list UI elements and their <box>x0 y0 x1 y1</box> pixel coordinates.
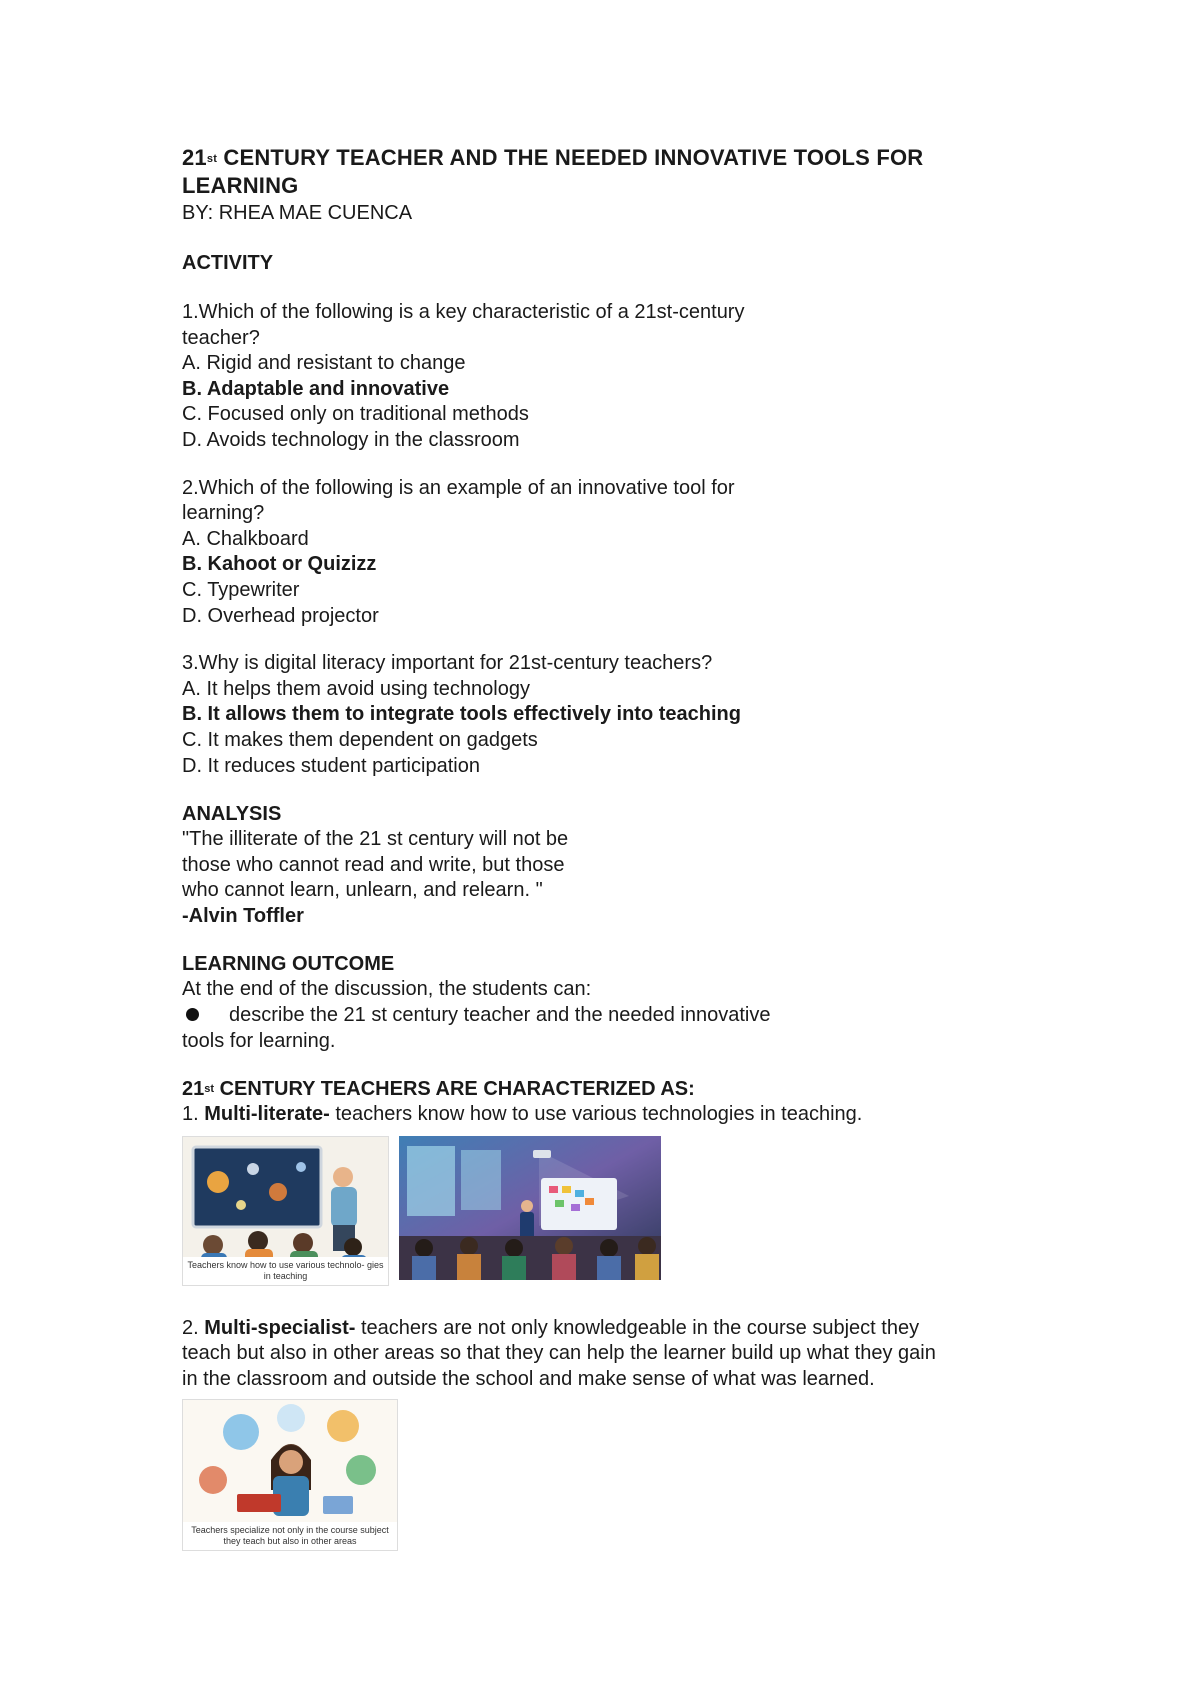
item-multi-specialist: 2. Multi-specialist- teachers are not only knowledgeable in the course subject they teach but also in other areas so that they can help the learner build up what they gain in the classroom and outside the school and make sense of what was learned. <box>182 1316 936 1391</box>
option-c: C. Typewriter <box>182 578 300 601</box>
option-d: D. It reduces student participation <box>182 754 480 777</box>
option-a: A. Rigid and resistant to change <box>182 352 466 375</box>
correct-answer: B. Adaptable and innovative <box>182 377 450 400</box>
question-3: 3.Why is digital literacy important for 21st-century teachers? A. It helps them avoid using technology B. It allows them to integrate tools effectively into teaching C. It makes them dependent on gadgets D. It reduces student participation <box>182 651 1042 779</box>
outcome-intro: At the end of the discussion, the students can: <box>182 978 592 1001</box>
correct-answer: B. Kahoot or Quizizz <box>182 553 377 576</box>
teacher-planets-illustration <box>182 1136 389 1286</box>
bullet-icon <box>186 1008 199 1021</box>
question-1: 1.Which of the following is a key characteristic of a 21st-century teacher? A. Rigid and resistant to change B. Adaptable and innovative C. Focused only on traditional methods D. Avoids technology in the classroom <box>182 300 1042 454</box>
document-page: 21st CENTURY TEACHER AND THE NEEDED INNOVATIVE TOOLS FOR LEARNING BY: RHEA MAE CUENCA ACTIVITY 1.Which of the following is a key characteristic of a 21st-century teacher? A. Rigid and resistant to change B. Adaptable and innovative C. Focused only on traditional methods D. Avoids technology in the classroom 2.Which of the following is an example of an innovative tool for learning? A. Chalkboard B. Kahoot or Quizizz C. Typewriter D. Overhead projector 3.Why is digital literacy important for 21st-century teachers? A. It helps them avoid using technology B. It allows them to integrate tools effectively into teaching C. It makes them dependent on gadgets D. It reduces student participation ANALYSIS "The illiterate of the 21 st century will not be those who cannot read and write, but those who cannot learn, unlearn, and relearn. " -Alvin Toffler LEARNING OUTCOME At the end of the discussion, the students can: describe the 21 st century teacher and the needed innovative tools for learning. 21st CENTURY TEACHERS ARE CHARACTERIZED AS: 1. Multi-literate- teachers know how to use various technologies in teaching. Teachers know how to use various technolo- gies in teaching 2. Multi-specialist- teachers are not only knowledgeable in the course subject they teach but also in other areas so that they can help the learner build up what they gain in the classroom and outside the school and make sense of what was learned. Teachers specialize not only in the course subject they teach but also in other areas <box>182 144 1042 1551</box>
analysis-heading: ANALYSIS <box>182 803 282 826</box>
item-multi-literate: 1. Multi-literate- teachers know how to use various technologies in teaching. <box>182 1103 863 1126</box>
figure-caption: Teachers specialize not only in the course subject they teach but also in other areas <box>183 1522 397 1550</box>
learning-outcome-heading: LEARNING OUTCOME <box>182 953 395 976</box>
correct-answer: B. It allows them to integrate tools effectively into teaching <box>182 703 741 726</box>
quote: "The illiterate of the 21 st century will not be those who cannot read and write, but those who cannot learn, unlearn, and relearn. " -Alvin Toffler <box>182 827 1042 929</box>
option-d: D. Avoids technology in the classroom <box>182 428 520 451</box>
classroom-projector-photo <box>399 1136 661 1280</box>
question-2: 2.Which of the following is an example of an innovative tool for learning? A. Chalkboard B. Kahoot or Quizizz C. Typewriter D. Overhead projector <box>182 476 1042 630</box>
teacher-specialist-illustration <box>182 1399 398 1551</box>
outcome-bullet: describe the 21 st century teacher and the needed innovative <box>182 1003 1042 1029</box>
author-line: BY: RHEA MAE CUENCA <box>182 202 413 224</box>
multi-literate-images <box>182 1136 1042 1286</box>
quote-author: -Alvin Toffler <box>182 904 304 927</box>
figure-caption: Teachers know how to use various technolo- gies in teaching <box>183 1257 388 1285</box>
document-title: 21st CENTURY TEACHER AND THE NEEDED INNOVATIVE TOOLS FOR <box>182 145 924 170</box>
option-a: A. Chalkboard <box>182 527 309 550</box>
characterized-heading: 21st CENTURY TEACHERS ARE CHARACTERIZED AS: <box>182 1078 695 1101</box>
activity-heading: ACTIVITY <box>182 252 274 274</box>
option-a: A. It helps them avoid using technology <box>182 677 530 700</box>
document-title-line2: LEARNING <box>182 173 299 198</box>
option-c: C. Focused only on traditional methods <box>182 403 529 426</box>
option-c: C. It makes them dependent on gadgets <box>182 728 538 751</box>
option-d: D. Overhead projector <box>182 604 379 627</box>
